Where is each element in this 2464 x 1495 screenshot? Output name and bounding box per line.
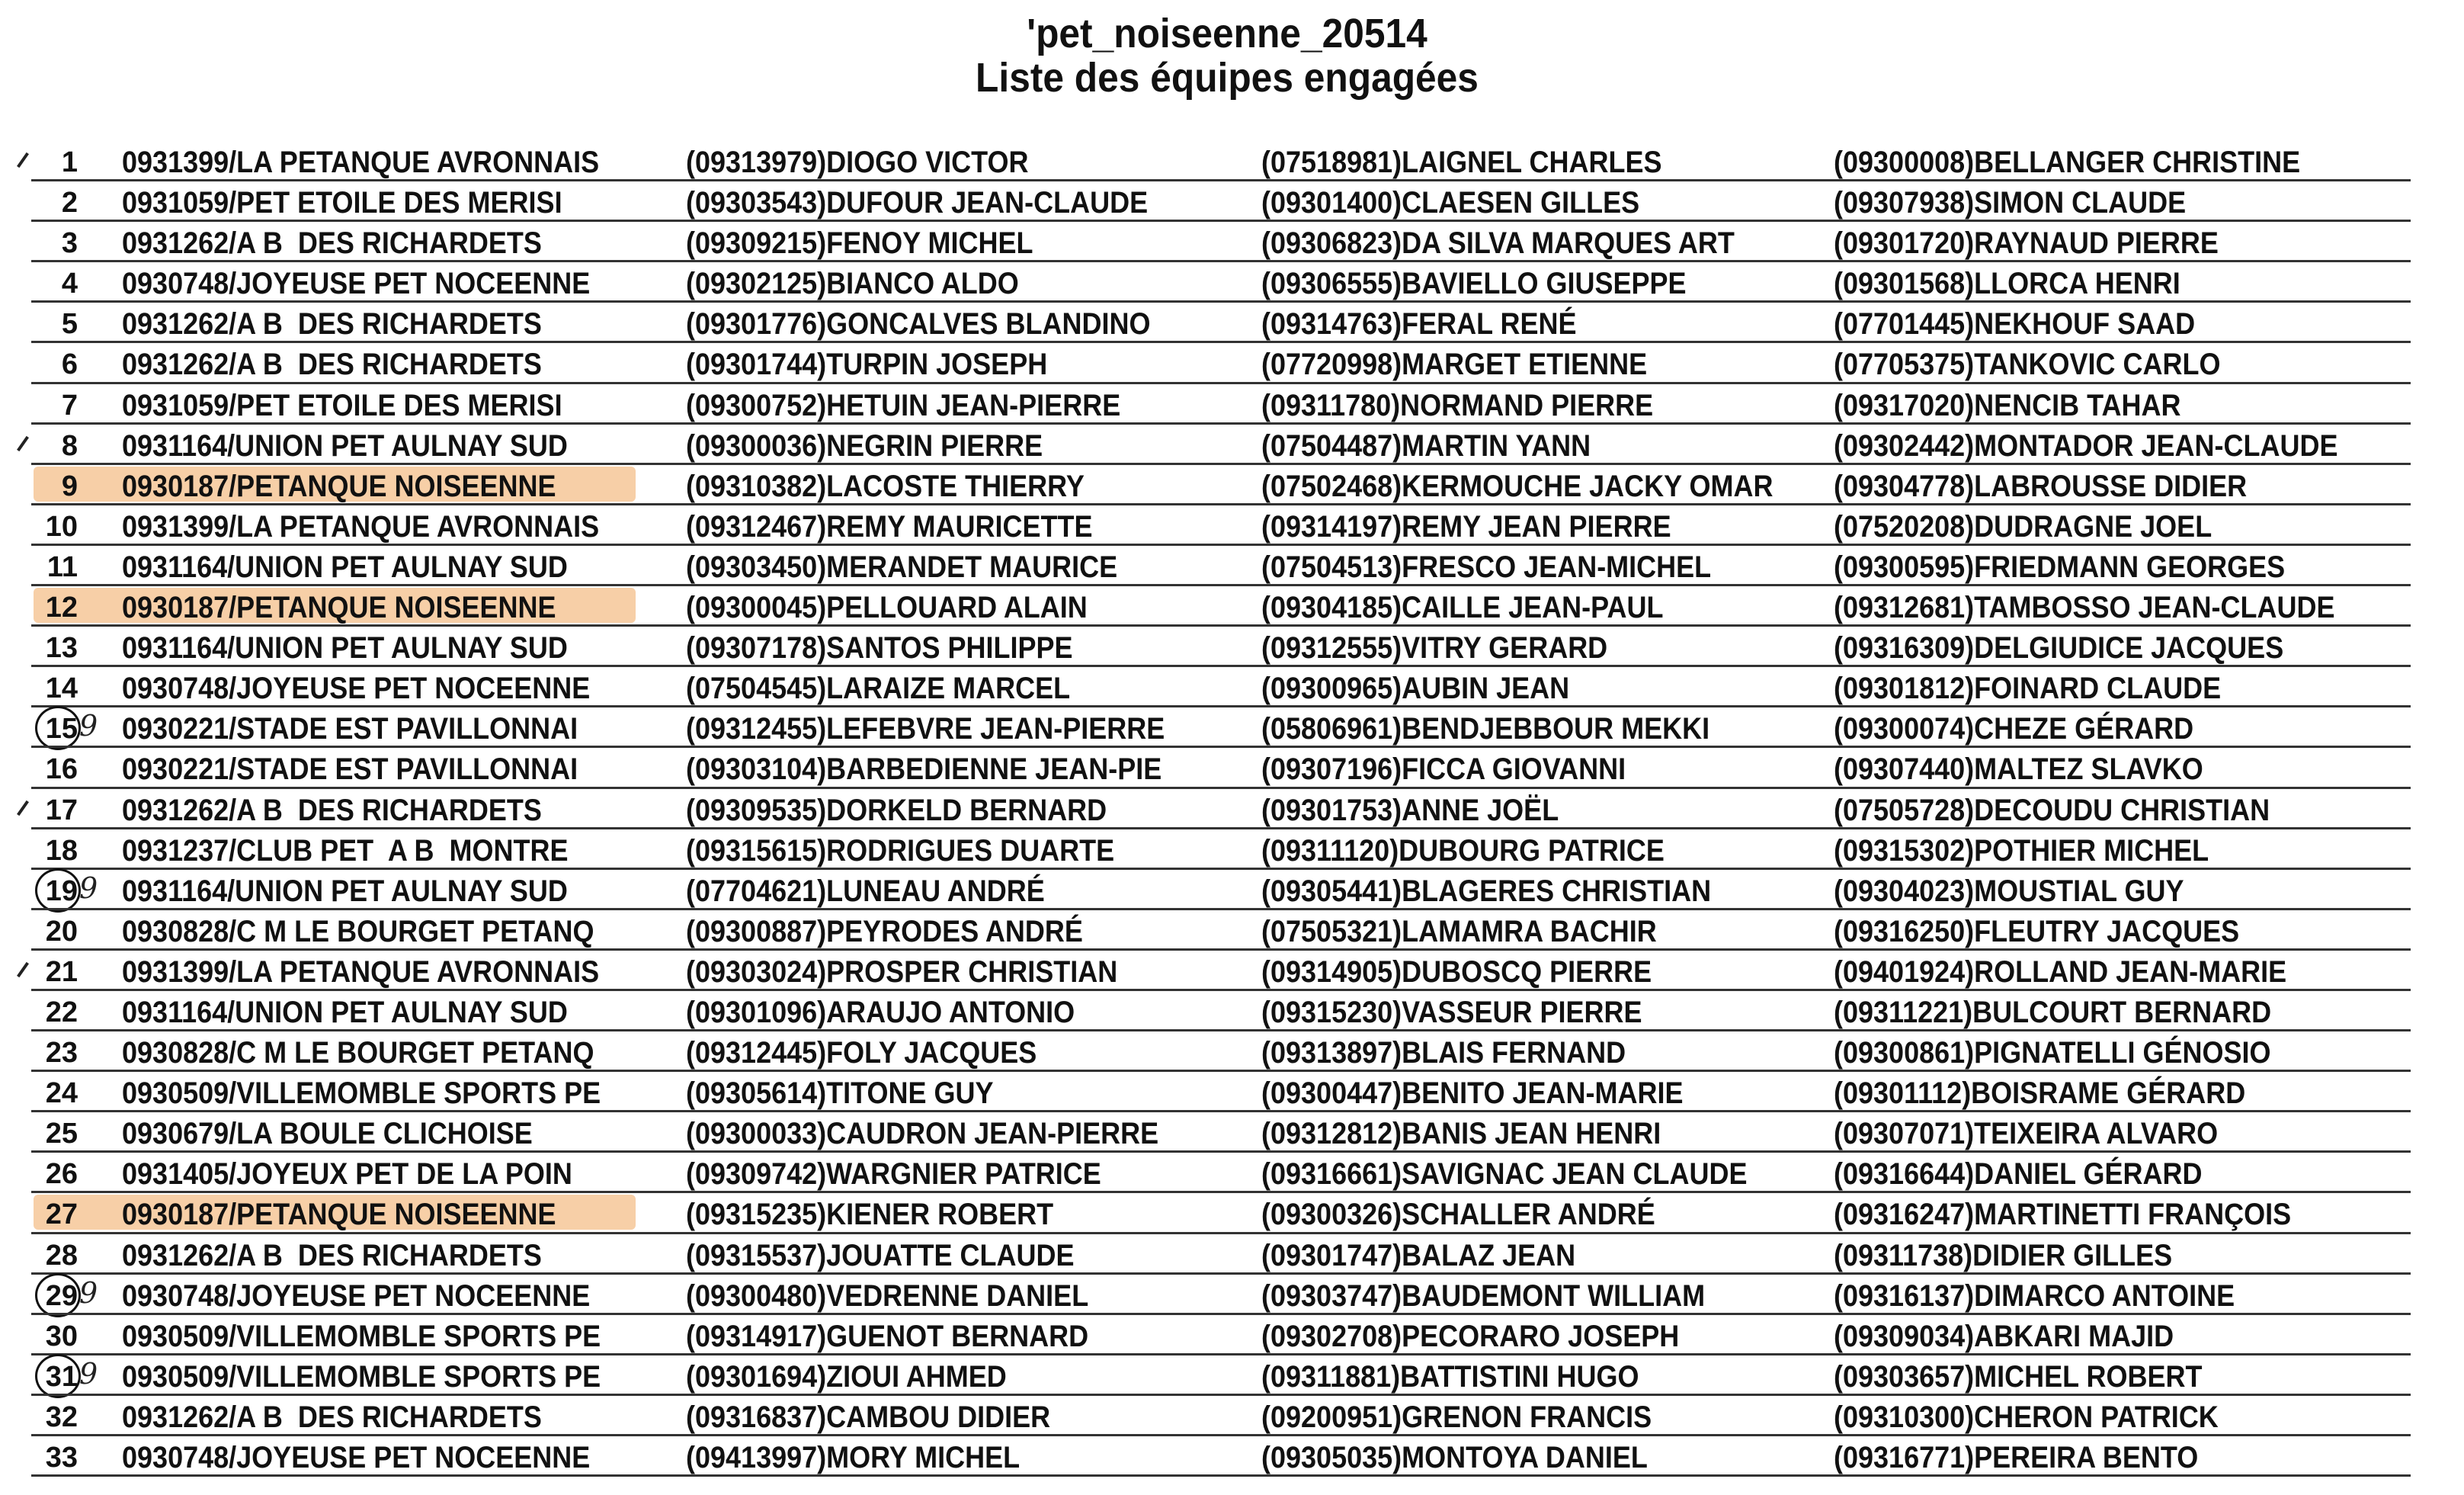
club-name: 0931237/CLUB PET A B MONTRE	[122, 833, 569, 868]
club-name: 0931399/LA PETANQUE AVRONNAIS	[122, 146, 600, 179]
player-3: (09303657)MICHEL ROBERT	[1834, 1359, 2203, 1394]
player-3: (09302442)MONTADOR JEAN-CLAUDE	[1834, 428, 2338, 463]
player-3: (09316247)MARTINETTI FRANÇOIS	[1834, 1198, 2292, 1232]
player-3: (09307071)TEIXEIRA ALVARO	[1834, 1117, 2219, 1151]
team-number: 8	[61, 429, 78, 462]
player-3: (09311738)DIDIER GILLES	[1834, 1238, 2173, 1272]
player-1: (09309742)WARGNIER PATRICE	[686, 1157, 1101, 1192]
player-2: (09311120)DUBOURG PATRICE	[1261, 833, 1665, 868]
player-3: (09304778)LABROUSSE DIDIER	[1834, 469, 2248, 503]
player-2: (09303747)BAUDEMONT WILLIAM	[1261, 1278, 1706, 1313]
document-subtitle: Liste des équipes engagées	[976, 55, 1479, 101]
player-2: (09316661)SAVIGNAC JEAN CLAUDE	[1261, 1157, 1748, 1192]
player-1: (09301776)GONCALVES BLANDINO	[686, 307, 1151, 342]
team-number: 7	[61, 389, 78, 422]
club-name: 0930748/JOYEUSE PET NOCEENNE	[122, 267, 591, 301]
table-row	[0, 627, 2464, 667]
player-3: (07505728)DECOUDU CHRISTIAN	[1834, 793, 2270, 827]
player-3: (09316644)DANIEL GÉRARD	[1834, 1157, 2203, 1192]
player-1: (09303024)PROSPER CHRISTIAN	[686, 954, 1118, 989]
player-3: (09317020)NENCIB TAHAR	[1834, 388, 2181, 422]
table-row	[0, 667, 2464, 707]
player-3: (09309034)ABKARI MAJID	[1834, 1319, 2174, 1353]
club-name: 0930509/VILLEMOMBLE SPORTS PE	[122, 1076, 601, 1111]
team-number: 27	[45, 1198, 78, 1231]
team-number: 18	[45, 834, 78, 867]
handwritten-note: 9	[79, 709, 98, 743]
player-3: (09315302)POTHIER MICHEL	[1834, 833, 2209, 868]
table-row	[0, 465, 2464, 505]
club-name: 0930748/JOYEUSE PET NOCEENNE	[122, 1441, 591, 1474]
player-1: (09312467)REMY MAURICETTE	[686, 509, 1093, 544]
player-1: (09303543)DUFOUR JEAN-CLAUDE	[686, 186, 1149, 220]
player-2: (07518981)LAIGNEL CHARLES	[1261, 146, 1662, 179]
player-2: (07504513)FRESCO JEAN-MICHEL	[1261, 550, 1712, 584]
check-tick-mark	[17, 800, 29, 815]
player-2: (09306823)DA SILVA MARQUES ART	[1261, 226, 1735, 261]
player-3: (09307440)MALTEZ SLAVKO	[1834, 752, 2203, 787]
team-number: 15	[45, 713, 78, 746]
handwritten-note: 9	[79, 1356, 98, 1391]
player-1: (09309535)DORKELD BERNARD	[686, 793, 1107, 827]
table-row	[0, 384, 2464, 425]
player-3: (09310300)CHERON PATRICK	[1834, 1400, 2219, 1434]
player-1: (09305614)TITONE GUY	[686, 1076, 994, 1111]
handwritten-note: 9	[79, 1275, 98, 1310]
team-number: 4	[61, 268, 78, 300]
player-1: (07704621)LUNEAU ANDRÉ	[686, 874, 1045, 908]
team-number: 26	[45, 1158, 78, 1191]
player-2: (09312555)VITRY GERARD	[1261, 631, 1608, 666]
club-name: 0931399/LA PETANQUE AVRONNAIS	[122, 954, 600, 989]
team-number: 32	[45, 1400, 78, 1433]
table-row	[0, 870, 2464, 910]
team-number: 22	[45, 996, 78, 1028]
team-number: 6	[61, 348, 78, 381]
team-number: 17	[45, 794, 78, 826]
player-1: (09303104)BARBEDIENNE JEAN-PIE	[686, 752, 1162, 787]
club-name: 0931164/UNION PET AULNAY SUD	[122, 995, 568, 1029]
team-number: 33	[45, 1442, 78, 1474]
player-1: (09413997)MORY MICHEL	[686, 1441, 1021, 1474]
team-number: 23	[45, 1037, 78, 1070]
document-title: 'pet_noiseenne_20514	[1027, 11, 1427, 56]
player-1: (07504545)LARAIZE MARCEL	[686, 672, 1071, 706]
table-row	[0, 1031, 2464, 1072]
team-number: 3	[61, 227, 78, 260]
player-1: (09301744)TURPIN JOSEPH	[686, 348, 1048, 382]
player-3: (09311221)BULCOURT BERNARD	[1834, 995, 2272, 1029]
table-row	[0, 789, 2464, 829]
team-number: 14	[45, 672, 78, 705]
table-row	[0, 1315, 2464, 1355]
club-name: 0930679/LA BOULE CLICHOISE	[122, 1117, 533, 1151]
player-1: (09300036)NEGRIN PIERRE	[686, 428, 1043, 463]
team-number: 28	[45, 1239, 78, 1272]
player-2: (09300326)SCHALLER ANDRÉ	[1261, 1198, 1655, 1232]
player-2: (09311881)BATTISTINI HUGO	[1261, 1359, 1639, 1394]
club-name: 0930748/JOYEUSE PET NOCEENNE	[122, 672, 591, 706]
table-row	[0, 748, 2464, 788]
player-1: (09300480)VEDRENNE DANIEL	[686, 1278, 1089, 1313]
club-name: 0931262/A B DES RICHARDETS	[122, 226, 542, 261]
team-number: 31	[45, 1360, 78, 1393]
player-3: (07520208)DUDRAGNE JOEL	[1834, 509, 2212, 544]
player-3: (09300861)PIGNATELLI GÉNOSIO	[1834, 1036, 2271, 1070]
player-2: (09314763)FERAL RENÉ	[1261, 307, 1577, 342]
table-row	[0, 1234, 2464, 1275]
player-3: (09312681)TAMBOSSO JEAN-CLAUDE	[1834, 591, 2335, 625]
player-1: (09315537)JOUATTE CLAUDE	[686, 1238, 1075, 1272]
table-row	[0, 1193, 2464, 1234]
team-number: 2	[61, 187, 78, 220]
table-row	[0, 1153, 2464, 1193]
player-2: (09305441)BLAGERES CHRISTIAN	[1261, 874, 1712, 908]
table-row	[0, 1275, 2464, 1315]
player-1: (09313979)DIOGO VICTOR	[686, 146, 1029, 179]
player-2: (09301400)CLAESEN GILLES	[1261, 186, 1640, 220]
player-2: (09306555)BAVIELLO GIUSEPPE	[1261, 267, 1687, 301]
team-number: 21	[45, 955, 78, 988]
player-2: (09304185)CAILLE JEAN-PAUL	[1261, 591, 1664, 625]
team-number: 16	[45, 753, 78, 786]
player-3: (09316309)DELGIUDICE JACQUES	[1834, 631, 2284, 666]
club-name: 0931164/UNION PET AULNAY SUD	[122, 428, 568, 463]
table-row	[0, 1072, 2464, 1112]
club-name: 0931059/PET ETOILE DES MERISI	[122, 388, 562, 422]
player-1: (09301694)ZIOUI AHMED	[686, 1359, 1007, 1394]
table-row	[0, 181, 2464, 222]
table-row	[0, 1355, 2464, 1396]
player-2: (09313897)BLAIS FERNAND	[1261, 1036, 1626, 1070]
player-3: (07705375)TANKOVIC CARLO	[1834, 348, 2221, 382]
table-row	[0, 303, 2464, 343]
check-tick-mark	[17, 435, 29, 451]
club-name: 0931059/PET ETOILE DES MERISI	[122, 186, 562, 220]
player-3: (09300595)FRIEDMANN GEORGES	[1834, 550, 2286, 584]
player-1: (09314917)GUENOT BERNARD	[686, 1319, 1089, 1353]
team-number: 19	[45, 874, 78, 907]
club-name: 0931262/A B DES RICHARDETS	[122, 793, 542, 827]
player-2: (09311780)NORMAND PIERRE	[1261, 388, 1654, 422]
player-1: (09315235)KIENER ROBERT	[686, 1198, 1054, 1232]
player-1: (09300033)CAUDRON JEAN-PIERRE	[686, 1117, 1159, 1151]
table-row	[0, 222, 2464, 262]
player-2: (09300965)AUBIN JEAN	[1261, 672, 1570, 706]
club-name: 0931262/A B DES RICHARDETS	[122, 307, 542, 342]
team-number: 13	[45, 632, 78, 665]
team-number: 12	[45, 592, 78, 624]
check-tick-mark	[17, 152, 29, 168]
table-row	[0, 505, 2464, 546]
table-row	[0, 546, 2464, 586]
club-name: 0930221/STADE EST PAVILLONNAI	[122, 752, 578, 787]
table-row	[0, 586, 2464, 627]
player-2: (09312812)BANIS JEAN HENRI	[1261, 1117, 1661, 1151]
club-name: 0930221/STADE EST PAVILLONNAI	[122, 712, 578, 746]
club-name: 0930187/PETANQUE NOISEENNE	[122, 1198, 556, 1232]
player-1: (09300045)PELLOUARD ALAIN	[686, 591, 1088, 625]
player-1: (09309215)FENOY MICHEL	[686, 226, 1033, 261]
player-3: (09316771)PEREIRA BENTO	[1834, 1441, 2199, 1474]
player-1: (09303450)MERANDET MAURICE	[686, 550, 1118, 584]
club-name: 0930509/VILLEMOMBLE SPORTS PE	[122, 1359, 601, 1394]
team-number: 5	[61, 308, 78, 341]
player-2: (05806961)BENDJEBBOUR MEKKI	[1261, 712, 1710, 746]
team-number: 20	[45, 915, 78, 948]
player-2: (09300447)BENITO JEAN-MARIE	[1261, 1076, 1684, 1111]
player-3: (09316250)FLEUTRY JACQUES	[1834, 914, 2240, 948]
check-tick-mark	[17, 962, 29, 977]
player-2: (09315230)VASSEUR PIERRE	[1261, 995, 1642, 1029]
table-row	[0, 951, 2464, 991]
club-name: 0931262/A B DES RICHARDETS	[122, 1238, 542, 1272]
player-2: (09314905)DUBOSCQ PIERRE	[1261, 954, 1652, 989]
player-3: (09301568)LLORCA HENRI	[1834, 267, 2180, 301]
table-row	[0, 262, 2464, 303]
player-3: (09316137)DIMARCO ANTOINE	[1834, 1278, 2235, 1313]
club-name: 0930748/JOYEUSE PET NOCEENNE	[122, 1278, 591, 1313]
club-name: 0930187/PETANQUE NOISEENNE	[122, 469, 556, 503]
player-3: (09304023)MOUSTIAL GUY	[1834, 874, 2184, 908]
club-name: 0931405/JOYEUX PET DE LA POIN	[122, 1157, 572, 1192]
player-3: (09300008)BELLANGER CHRISTINE	[1834, 146, 2301, 179]
club-name: 0930509/VILLEMOMBLE SPORTS PE	[122, 1319, 601, 1353]
player-3: (09301812)FOINARD CLAUDE	[1834, 672, 2222, 706]
player-1: (09315615)RODRIGUES DUARTE	[686, 833, 1115, 868]
table-row	[0, 141, 2464, 181]
player-3: (07701445)NEKHOUF SAAD	[1834, 307, 2196, 342]
player-2: (09305035)MONTOYA DANIEL	[1261, 1441, 1648, 1474]
table-row	[0, 707, 2464, 748]
player-3: (09307938)SIMON CLAUDE	[1834, 186, 2187, 220]
player-2: (09307196)FICCA GIOVANNI	[1261, 752, 1626, 787]
team-number: 30	[45, 1320, 78, 1352]
club-name: 0930187/PETANQUE NOISEENNE	[122, 591, 556, 625]
team-number: 24	[45, 1077, 78, 1110]
player-3: (09300074)CHEZE GÉRARD	[1834, 712, 2194, 746]
team-number: 25	[45, 1118, 78, 1150]
club-name: 0930828/C M LE BOURGET PETANQ	[122, 1036, 594, 1070]
team-number: 11	[46, 550, 78, 583]
table-row	[0, 425, 2464, 465]
player-1: (09312445)FOLY JACQUES	[686, 1036, 1037, 1070]
player-2: (09301753)ANNE JOËL	[1261, 793, 1559, 827]
club-name: 0931399/LA PETANQUE AVRONNAIS	[122, 509, 600, 544]
handwritten-note: 9	[79, 871, 98, 905]
table-row	[0, 1112, 2464, 1153]
team-number: 10	[45, 510, 78, 543]
player-1: (09307178)SANTOS PHILIPPE	[686, 631, 1073, 666]
table-row	[0, 910, 2464, 951]
player-1: (09302125)BIANCO ALDO	[686, 267, 1019, 301]
player-2: (07720998)MARGET ETIENNE	[1261, 348, 1648, 382]
player-3: (09301112)BOISRAME GÉRARD	[1834, 1076, 2246, 1111]
table-row	[0, 991, 2464, 1031]
player-2: (07502468)KERMOUCHE JACKY OMAR	[1261, 469, 1774, 503]
teams-table	[0, 141, 2464, 1477]
player-2: (09302708)PECORARO JOSEPH	[1261, 1319, 1680, 1353]
player-1: (09300752)HETUIN JEAN-PIERRE	[686, 388, 1121, 422]
team-number: 29	[45, 1279, 78, 1312]
club-name: 0931262/A B DES RICHARDETS	[122, 348, 542, 382]
player-3: (09301720)RAYNAUD PIERRE	[1834, 226, 2219, 261]
player-1: (09310382)LACOSTE THIERRY	[686, 469, 1085, 503]
club-name: 0931262/A B DES RICHARDETS	[122, 1400, 542, 1434]
team-number: 1	[61, 146, 78, 178]
player-1: (09316837)CAMBOU DIDIER	[686, 1400, 1051, 1434]
player-1: (09300887)PEYRODES ANDRÉ	[686, 914, 1083, 948]
player-2: (09301747)BALAZ JEAN	[1261, 1238, 1576, 1272]
club-name: 0930828/C M LE BOURGET PETANQ	[122, 914, 594, 948]
table-row	[0, 829, 2464, 870]
team-number: 9	[61, 470, 78, 502]
player-2: (09200951)GRENON FRANCIS	[1261, 1400, 1652, 1434]
player-2: (07505321)LAMAMRA BACHIR	[1261, 914, 1657, 948]
player-2: (07504487)MARTIN YANN	[1261, 428, 1591, 463]
table-row	[0, 343, 2464, 383]
club-name: 0931164/UNION PET AULNAY SUD	[122, 631, 568, 666]
player-1: (09301096)ARAUJO ANTONIO	[686, 995, 1075, 1029]
table-row	[0, 1436, 2464, 1477]
player-3: (09401924)ROLLAND JEAN-MARIE	[1834, 954, 2287, 989]
player-2: (09314197)REMY JEAN PIERRE	[1261, 509, 1671, 544]
table-row	[0, 1396, 2464, 1436]
player-1: (09312455)LEFEBVRE JEAN-PIERRE	[686, 712, 1165, 746]
club-name: 0931164/UNION PET AULNAY SUD	[122, 550, 568, 584]
club-name: 0931164/UNION PET AULNAY SUD	[122, 874, 568, 908]
